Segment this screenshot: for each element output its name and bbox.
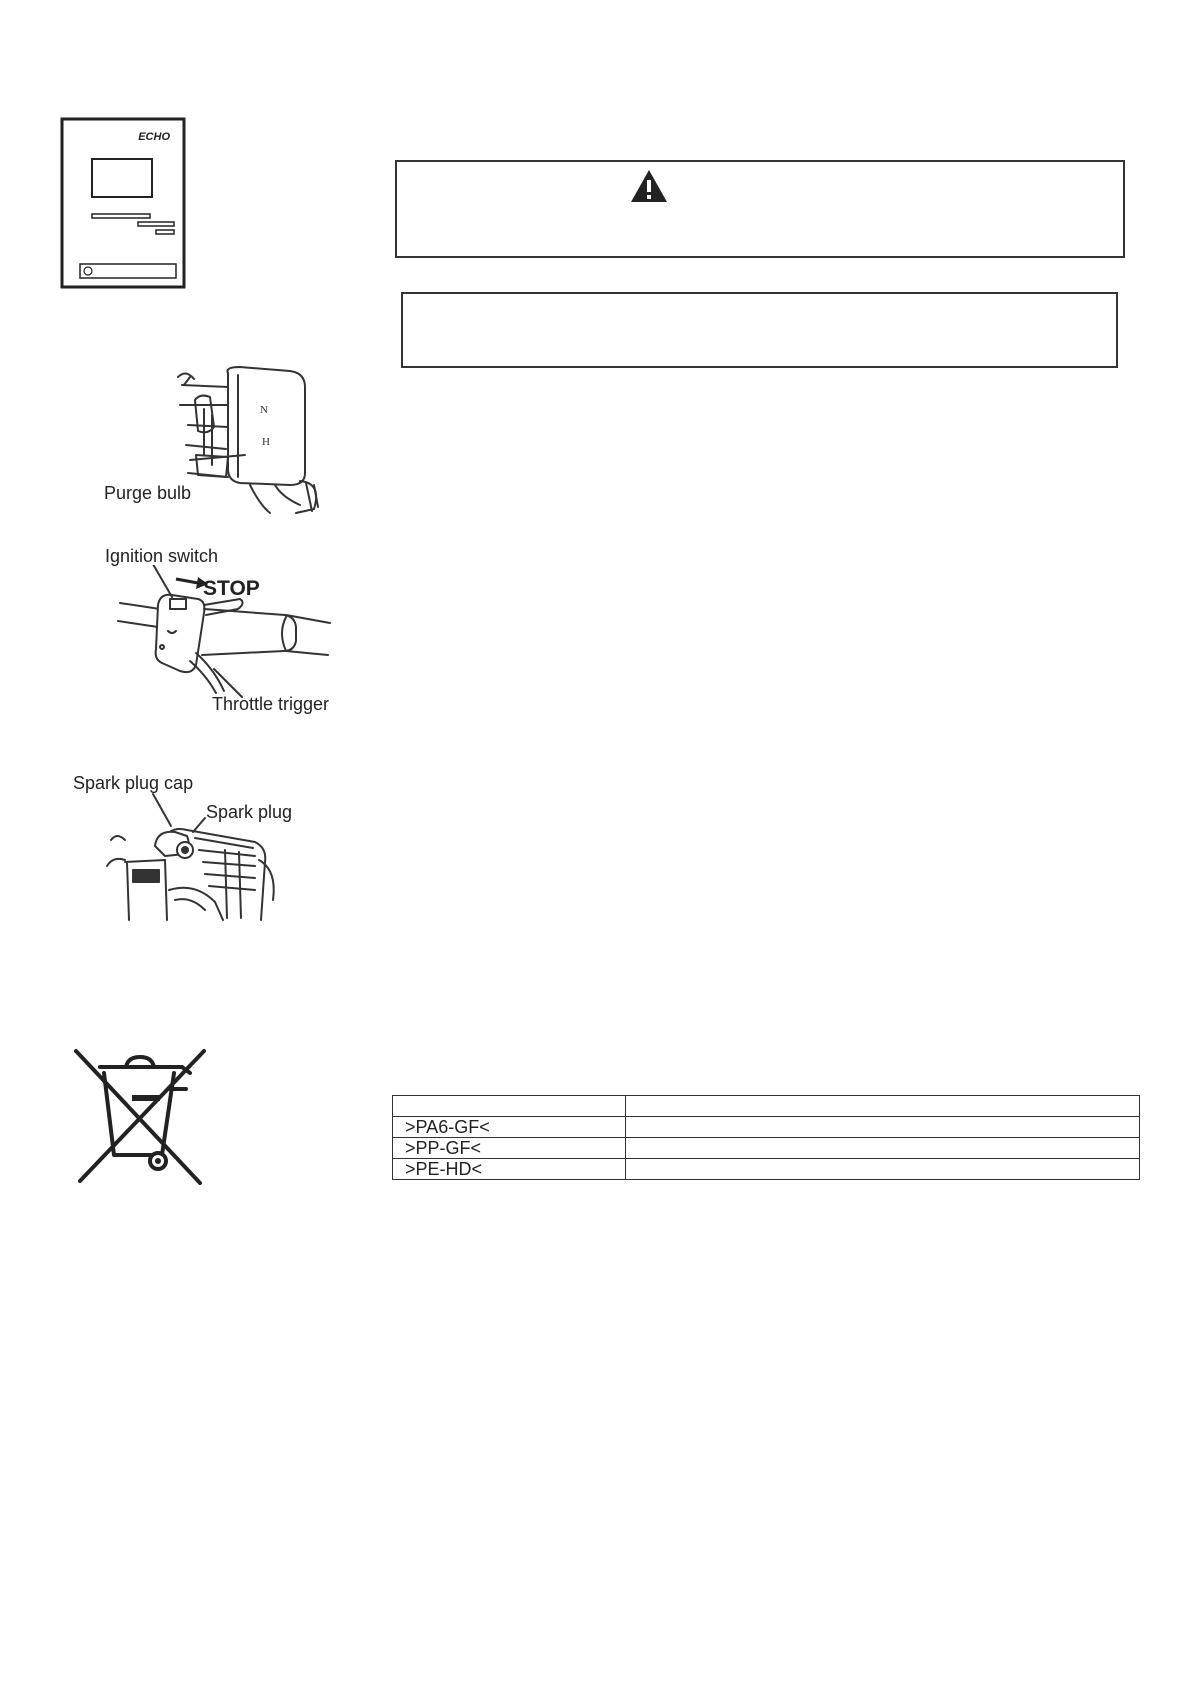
materials-table	[392, 1095, 1140, 1180]
spark-plug-figure	[105, 790, 285, 930]
throttle-trigger-label: Throttle trigger	[212, 694, 330, 714]
material-code-cell: >PP-GF<	[393, 1138, 626, 1159]
spark-plug-cap-label: Spark plug cap	[73, 773, 194, 793]
spark-plug-label: Spark plug	[206, 802, 293, 822]
table-row	[393, 1138, 1140, 1159]
material-description-cell	[626, 1159, 1140, 1180]
purge-bulb-label: Purge bulb	[104, 483, 192, 503]
table-row	[393, 1159, 1140, 1180]
manual-brand-logo: ECHO	[138, 131, 170, 143]
manual-booklet-icon	[60, 117, 186, 289]
material-code-cell	[393, 1096, 626, 1117]
material-description-cell	[626, 1138, 1140, 1159]
notice-box	[401, 292, 1118, 368]
material-description-cell	[626, 1096, 1140, 1117]
table-row	[393, 1096, 1140, 1117]
svg-text:N: N	[260, 404, 268, 416]
material-code-cell: >PA6-GF<	[393, 1117, 626, 1138]
ignition-switch-label: Ignition switch	[105, 546, 219, 566]
stop-label: STOP	[203, 577, 260, 600]
warning-icon	[629, 168, 669, 204]
material-code-cell: >PE-HD<	[393, 1159, 626, 1180]
table-row	[393, 1117, 1140, 1138]
material-description-cell	[626, 1117, 1140, 1138]
weee-crossed-bin-icon	[70, 1045, 212, 1187]
warning-box	[395, 160, 1125, 258]
svg-text:H: H	[262, 436, 270, 448]
